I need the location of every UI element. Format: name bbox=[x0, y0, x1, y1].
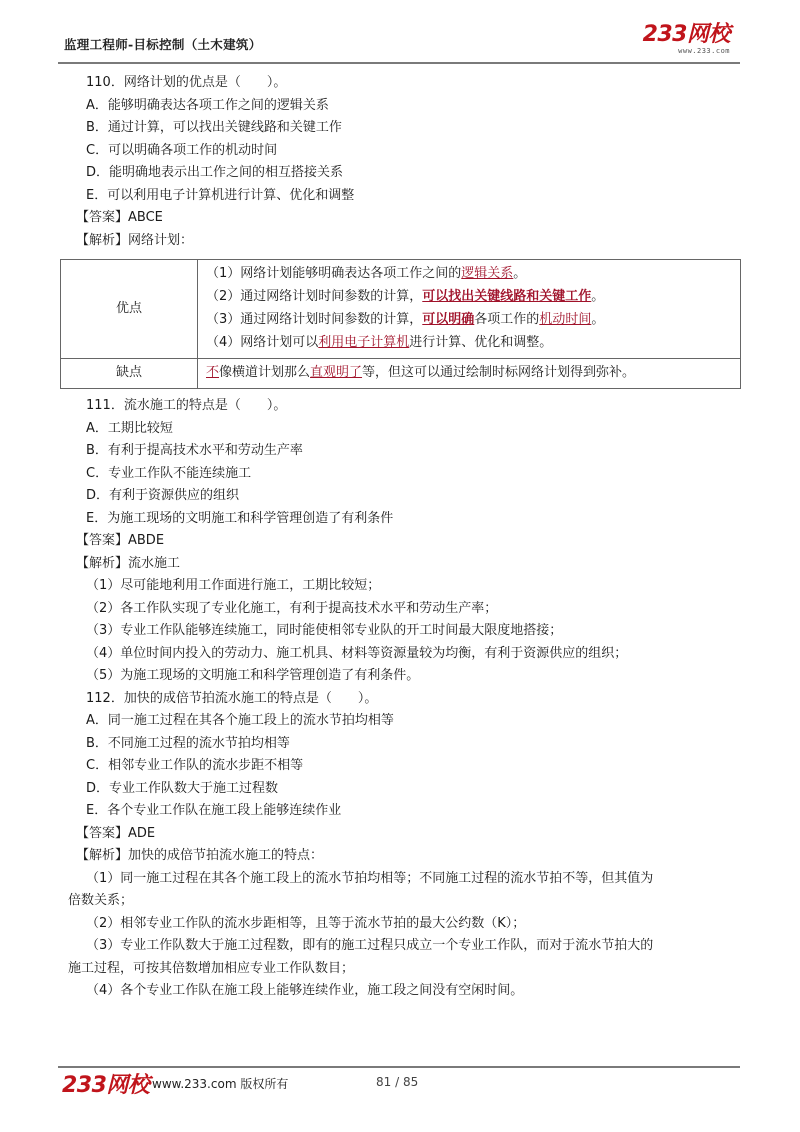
answer-111: 【答案】ABDE bbox=[76, 533, 165, 548]
advantage-label: 优点 bbox=[61, 260, 198, 359]
analysis-point: （3）专业工作队能够连续施工，同时能使相邻专业队的开工时间最大限度地搭接； bbox=[86, 623, 563, 638]
disadvantage-label: 缺点 bbox=[61, 359, 198, 389]
advantage-cell bbox=[198, 260, 741, 359]
advantage-item: （2）通过网络计划时间参数的计算，可以找出关键线路和关键工作。 bbox=[206, 289, 605, 304]
document-title: 监理工程师-目标控制（土木建筑） bbox=[64, 37, 262, 52]
option: A．工期比较短 bbox=[86, 420, 173, 436]
logo-text: 233网校 bbox=[642, 22, 730, 47]
option: C．可以明确各项工作的机动时间 bbox=[86, 142, 278, 158]
option: A．同一施工过程在其各个施工段上的流水节拍均相等 bbox=[86, 713, 394, 728]
answer-110: 【答案】ABCE bbox=[76, 210, 163, 225]
option: C．相邻专业工作队的流水步距不相等 bbox=[86, 758, 304, 773]
keyword: 直观明了 bbox=[310, 365, 363, 380]
option: B．通过计算，可以找出关键线路和关键工作 bbox=[86, 120, 342, 135]
analysis-point: （4）各个专业工作队在施工段上能够连续作业，施工段之间没有空闲时间。 bbox=[86, 983, 524, 998]
analysis-point-cont: 倍数关系； bbox=[68, 893, 134, 908]
analysis-point: （1）同一施工过程在其各个施工段上的流水节拍均相等；不同施工过程的流水节拍不等，但其值为 bbox=[86, 870, 654, 886]
option: E．可以利用电子计算机进行计算、优化和调整 bbox=[86, 187, 355, 203]
option: A．能够明确表达各项工作之间的逻辑关系 bbox=[86, 97, 329, 113]
header-divider bbox=[58, 62, 740, 64]
analysis-111: 【解析】流水施工 bbox=[76, 555, 181, 571]
network-plan-table bbox=[60, 259, 741, 389]
analysis-point: （2）各工作队实现了专业化施工，有利于提高技术水平和劳动生产率； bbox=[86, 600, 498, 616]
footer-copyright: www.233.com 版权所有 bbox=[152, 1077, 289, 1091]
option: D．专业工作队数大于施工过程数 bbox=[86, 780, 279, 796]
disadvantage-item: 不像横道计划那么直观明了等，但这可以通过绘制时标网络计划得到弥补。 bbox=[206, 365, 636, 380]
keyword: 可以明确 bbox=[422, 312, 475, 327]
analysis-110: 【解析】网络计划： bbox=[76, 232, 194, 248]
keyword: 机动时间 bbox=[539, 312, 592, 327]
analysis-point-cont: 施工过程，可按其倍数增加相应专业工作队数目； bbox=[68, 960, 355, 976]
option: B．有利于提高技术水平和劳动生产率 bbox=[86, 443, 303, 458]
option: E．各个专业工作队在施工段上能够连续作业 bbox=[86, 803, 342, 818]
page-number: 81 / 85 bbox=[376, 1075, 419, 1089]
analysis-point: （4）单位时间内投入的劳动力、施工机具、材料等资源量较为均衡，有利于资源供应的组织； bbox=[86, 645, 628, 661]
analysis-point: （2）相邻专业工作队的流水步距相等，且等于流水节拍的最大公约数（K）； bbox=[86, 915, 526, 931]
footer-logo: 233网校 bbox=[62, 1073, 150, 1098]
option: C．专业工作队不能连续施工 bbox=[86, 465, 252, 481]
answer-112: 【答案】ADE bbox=[76, 825, 156, 841]
option: E．为施工现场的文明施工和科学管理创造了有利条件 bbox=[86, 510, 394, 526]
page-content bbox=[68, 72, 740, 1003]
table-row bbox=[61, 359, 741, 389]
question-112: 112．加快的成倍节拍流水施工的特点是（ ）。 bbox=[86, 690, 378, 706]
advantage-item: （1）网络计划能够明确表达各项工作之间的逻辑关系。 bbox=[206, 266, 527, 281]
keyword: 不 bbox=[206, 365, 220, 380]
footer-divider bbox=[58, 1066, 740, 1068]
question-110: 110．网络计划的优点是（ ）。 bbox=[86, 75, 287, 90]
analysis-point: （1）尽可能地利用工作面进行施工，工期比较短； bbox=[86, 578, 381, 593]
option: D．能明确地表示出工作之间的相互搭接关系 bbox=[86, 165, 344, 180]
advantage-item: （4）网络计划可以利用电子计算机进行计算、优化和调整。 bbox=[206, 335, 553, 350]
disadvantage-cell bbox=[198, 359, 741, 389]
analysis-point: （3）专业工作队数大于施工过程数，即有的施工过程只成立一个专业工作队，而对于流水节拍大的 bbox=[86, 938, 654, 953]
advantage-item: （3）通过网络计划时间参数的计算，可以明确各项工作的机动时间。 bbox=[206, 312, 605, 327]
option: B．不同施工过程的流水节拍均相等 bbox=[86, 735, 290, 751]
option: D．有利于资源供应的组织 bbox=[86, 488, 240, 503]
keyword: 利用电子计算机 bbox=[318, 335, 410, 350]
brand-logo bbox=[643, 24, 730, 55]
keyword: 可以找出关键线路和关键工作 bbox=[422, 289, 592, 304]
table-row bbox=[61, 260, 741, 359]
question-111: 111．流水施工的特点是（ ）。 bbox=[86, 398, 287, 413]
logo-url: www.233.com bbox=[678, 47, 730, 55]
keyword: 逻辑关系 bbox=[461, 266, 514, 281]
analysis-point: （5）为施工现场的文明施工和科学管理创造了有利条件。 bbox=[86, 668, 420, 683]
page-header bbox=[60, 24, 740, 62]
analysis-112: 【解析】加快的成倍节拍流水施工的特点： bbox=[76, 848, 324, 863]
